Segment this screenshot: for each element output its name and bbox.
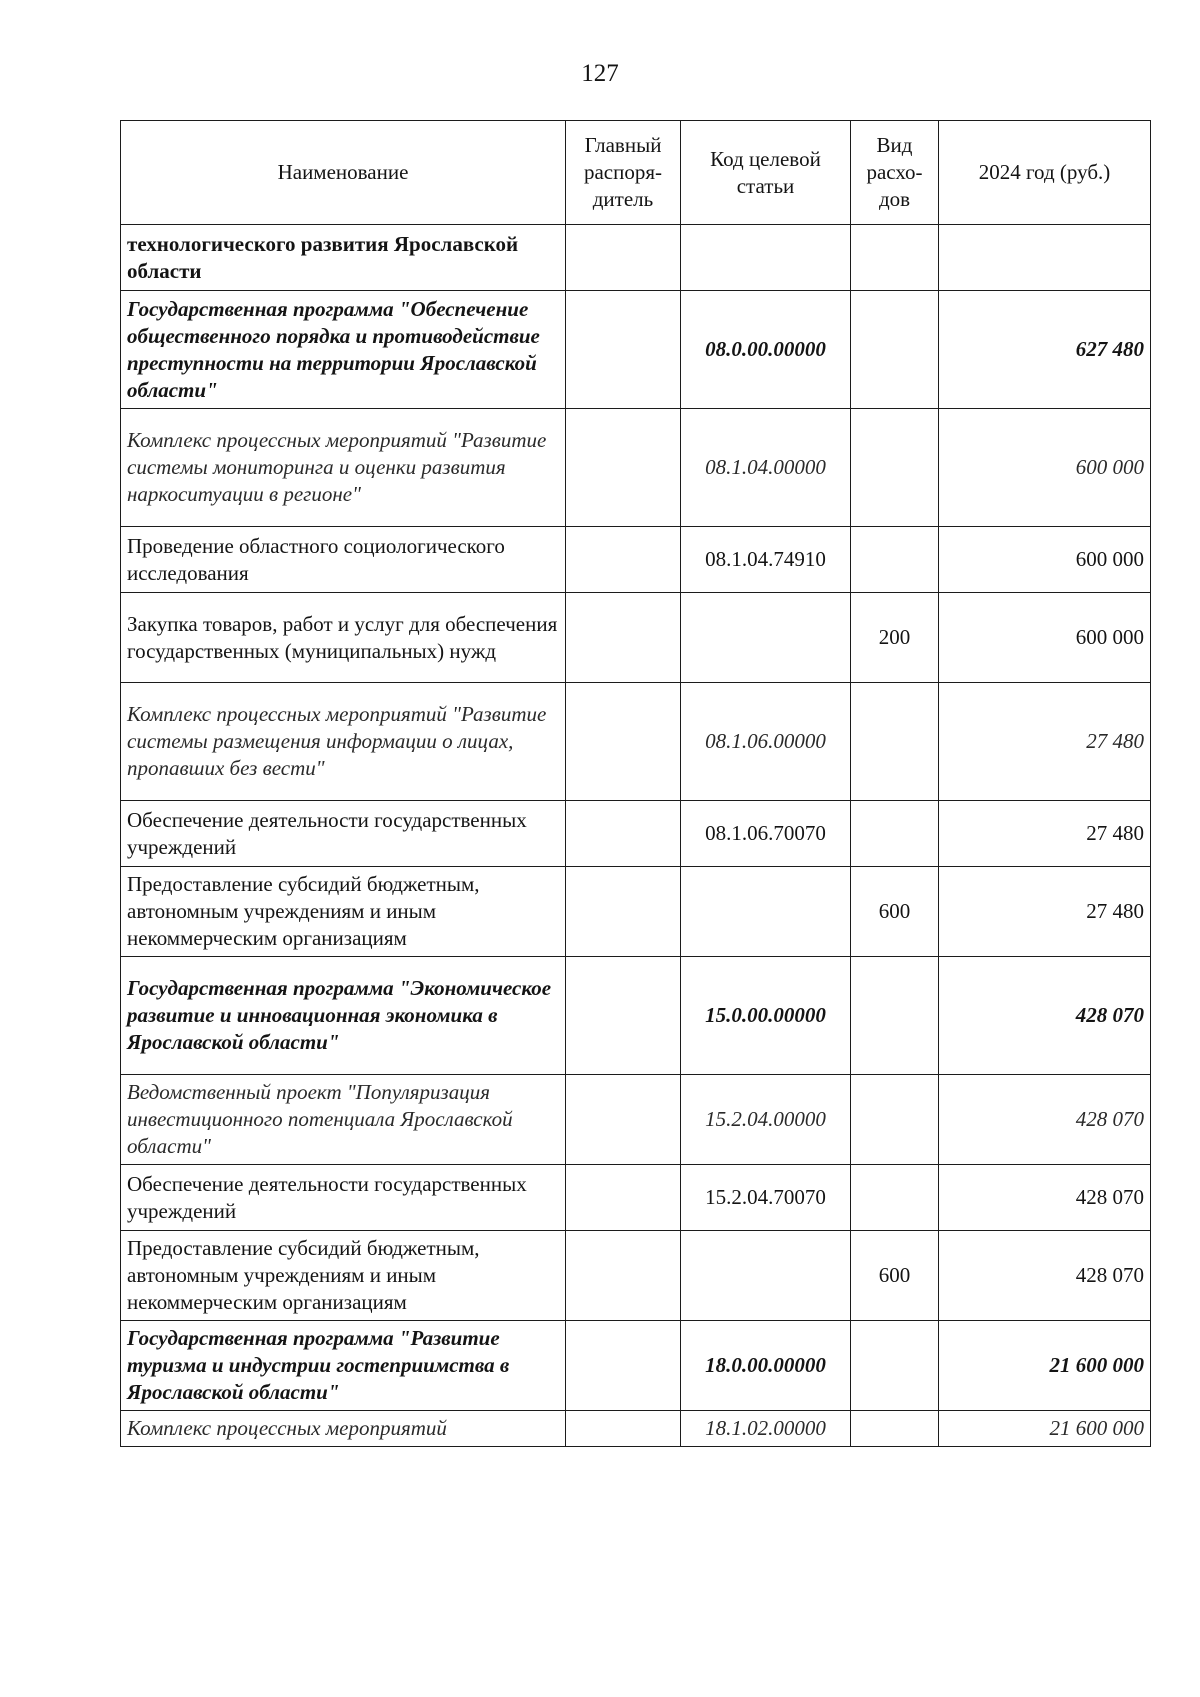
- header-chief-manager: Главный распоря-дитель: [566, 121, 681, 225]
- row-amount: 428 070: [939, 1075, 1151, 1165]
- row-chief: [566, 801, 681, 867]
- table-row: [121, 1321, 1151, 1411]
- row-name: Комплекс процессных мероприятий "Развитие системы мониторинга и оценки развития наркоситуации в регионе": [121, 409, 566, 527]
- row-amount: 21 600 000: [939, 1411, 1151, 1447]
- row-code: 15.2.04.70070: [681, 1165, 851, 1231]
- row-name: Государственная программа "Экономическое развитие и инновационная экономика в Ярославской области": [121, 957, 566, 1075]
- row-amount: 600 000: [939, 527, 1151, 593]
- row-chief: [566, 593, 681, 683]
- row-code: 08.1.04.00000: [681, 409, 851, 527]
- table-row: [121, 867, 1151, 957]
- row-chief: [566, 1165, 681, 1231]
- table-row: [121, 291, 1151, 409]
- budget-table: [120, 120, 1151, 1447]
- row-name: технологического развития Ярославской области: [121, 225, 566, 291]
- row-amount: 27 480: [939, 683, 1151, 801]
- row-type: [851, 801, 939, 867]
- table-row: [121, 409, 1151, 527]
- row-code: 08.1.04.74910: [681, 527, 851, 593]
- row-name: Закупка товаров, работ и услуг для обеспечения государственных (муниципальных) нужд: [121, 593, 566, 683]
- page-number: 127: [581, 60, 619, 87]
- row-code: 08.1.06.70070: [681, 801, 851, 867]
- row-name: Комплекс процессных мероприятий "Развитие системы размещения информации о лицах, пропавших без вести": [121, 683, 566, 801]
- table-row: [121, 1231, 1151, 1321]
- row-type: [851, 225, 939, 291]
- row-amount: 21 600 000: [939, 1321, 1151, 1411]
- row-chief: [566, 409, 681, 527]
- row-code: 15.0.00.00000: [681, 957, 851, 1075]
- table-row: [121, 593, 1151, 683]
- row-amount: 428 070: [939, 957, 1151, 1075]
- row-chief: [566, 683, 681, 801]
- row-type: [851, 683, 939, 801]
- row-name: Ведомственный проект "Популяризация инвестиционного потенциала Ярославской области": [121, 1075, 566, 1165]
- row-name: Государственная программа "Обеспечение общественного порядка и противодействие преступности на территории Ярославской области": [121, 291, 566, 409]
- row-chief: [566, 957, 681, 1075]
- row-chief: [566, 1231, 681, 1321]
- row-chief: [566, 1075, 681, 1165]
- row-code: 15.2.04.00000: [681, 1075, 851, 1165]
- row-type: 600: [851, 867, 939, 957]
- row-name: Проведение областного социологического исследования: [121, 527, 566, 593]
- table-row: [121, 957, 1151, 1075]
- table-row: [121, 801, 1151, 867]
- row-type: 200: [851, 593, 939, 683]
- row-code: [681, 593, 851, 683]
- row-type: [851, 1075, 939, 1165]
- row-amount: 27 480: [939, 801, 1151, 867]
- row-amount: 428 070: [939, 1165, 1151, 1231]
- table-row: [121, 683, 1151, 801]
- row-type: [851, 957, 939, 1075]
- row-code: [681, 225, 851, 291]
- row-name: Обеспечение деятельности государственных учреждений: [121, 1165, 566, 1231]
- row-code: 18.1.02.00000: [681, 1411, 851, 1447]
- header-name: Наименование: [121, 121, 566, 225]
- table-row: [121, 1075, 1151, 1165]
- row-name: Предоставление субсидий бюджетным, автономным учреждениям и иным некоммерческим организациям: [121, 867, 566, 957]
- header-expense-type: Вид расхо-дов: [851, 121, 939, 225]
- row-chief: [566, 291, 681, 409]
- row-chief: [566, 1321, 681, 1411]
- row-type: [851, 1321, 939, 1411]
- row-type: [851, 1165, 939, 1231]
- row-type: [851, 1411, 939, 1447]
- row-amount: 600 000: [939, 593, 1151, 683]
- row-amount: 428 070: [939, 1231, 1151, 1321]
- row-code: 18.0.00.00000: [681, 1321, 851, 1411]
- row-chief: [566, 1411, 681, 1447]
- table-row: [121, 1165, 1151, 1231]
- header-target-code: Код целевой статьи: [681, 121, 851, 225]
- table-header-row: [121, 121, 1151, 225]
- row-chief: [566, 225, 681, 291]
- row-name: Государственная программа "Развитие туризма и индустрии гостеприимства в Ярославской области": [121, 1321, 566, 1411]
- row-amount: 627 480: [939, 291, 1151, 409]
- row-amount: 600 000: [939, 409, 1151, 527]
- row-chief: [566, 527, 681, 593]
- row-name: Предоставление субсидий бюджетным, автономным учреждениям и иным некоммерческим организациям: [121, 1231, 566, 1321]
- table-row: [121, 527, 1151, 593]
- row-name: Комплекс процессных мероприятий: [121, 1411, 566, 1447]
- row-name: Обеспечение деятельности государственных учреждений: [121, 801, 566, 867]
- row-type: [851, 409, 939, 527]
- row-code: 08.1.06.00000: [681, 683, 851, 801]
- row-amount: 27 480: [939, 867, 1151, 957]
- row-code: [681, 867, 851, 957]
- row-amount: [939, 225, 1151, 291]
- row-type: 600: [851, 1231, 939, 1321]
- row-type: [851, 291, 939, 409]
- header-year-amount: 2024 год (руб.): [939, 121, 1151, 225]
- row-type: [851, 527, 939, 593]
- row-code: [681, 1231, 851, 1321]
- table-row: [121, 1411, 1151, 1447]
- row-code: 08.0.00.00000: [681, 291, 851, 409]
- table-row: [121, 225, 1151, 291]
- row-chief: [566, 867, 681, 957]
